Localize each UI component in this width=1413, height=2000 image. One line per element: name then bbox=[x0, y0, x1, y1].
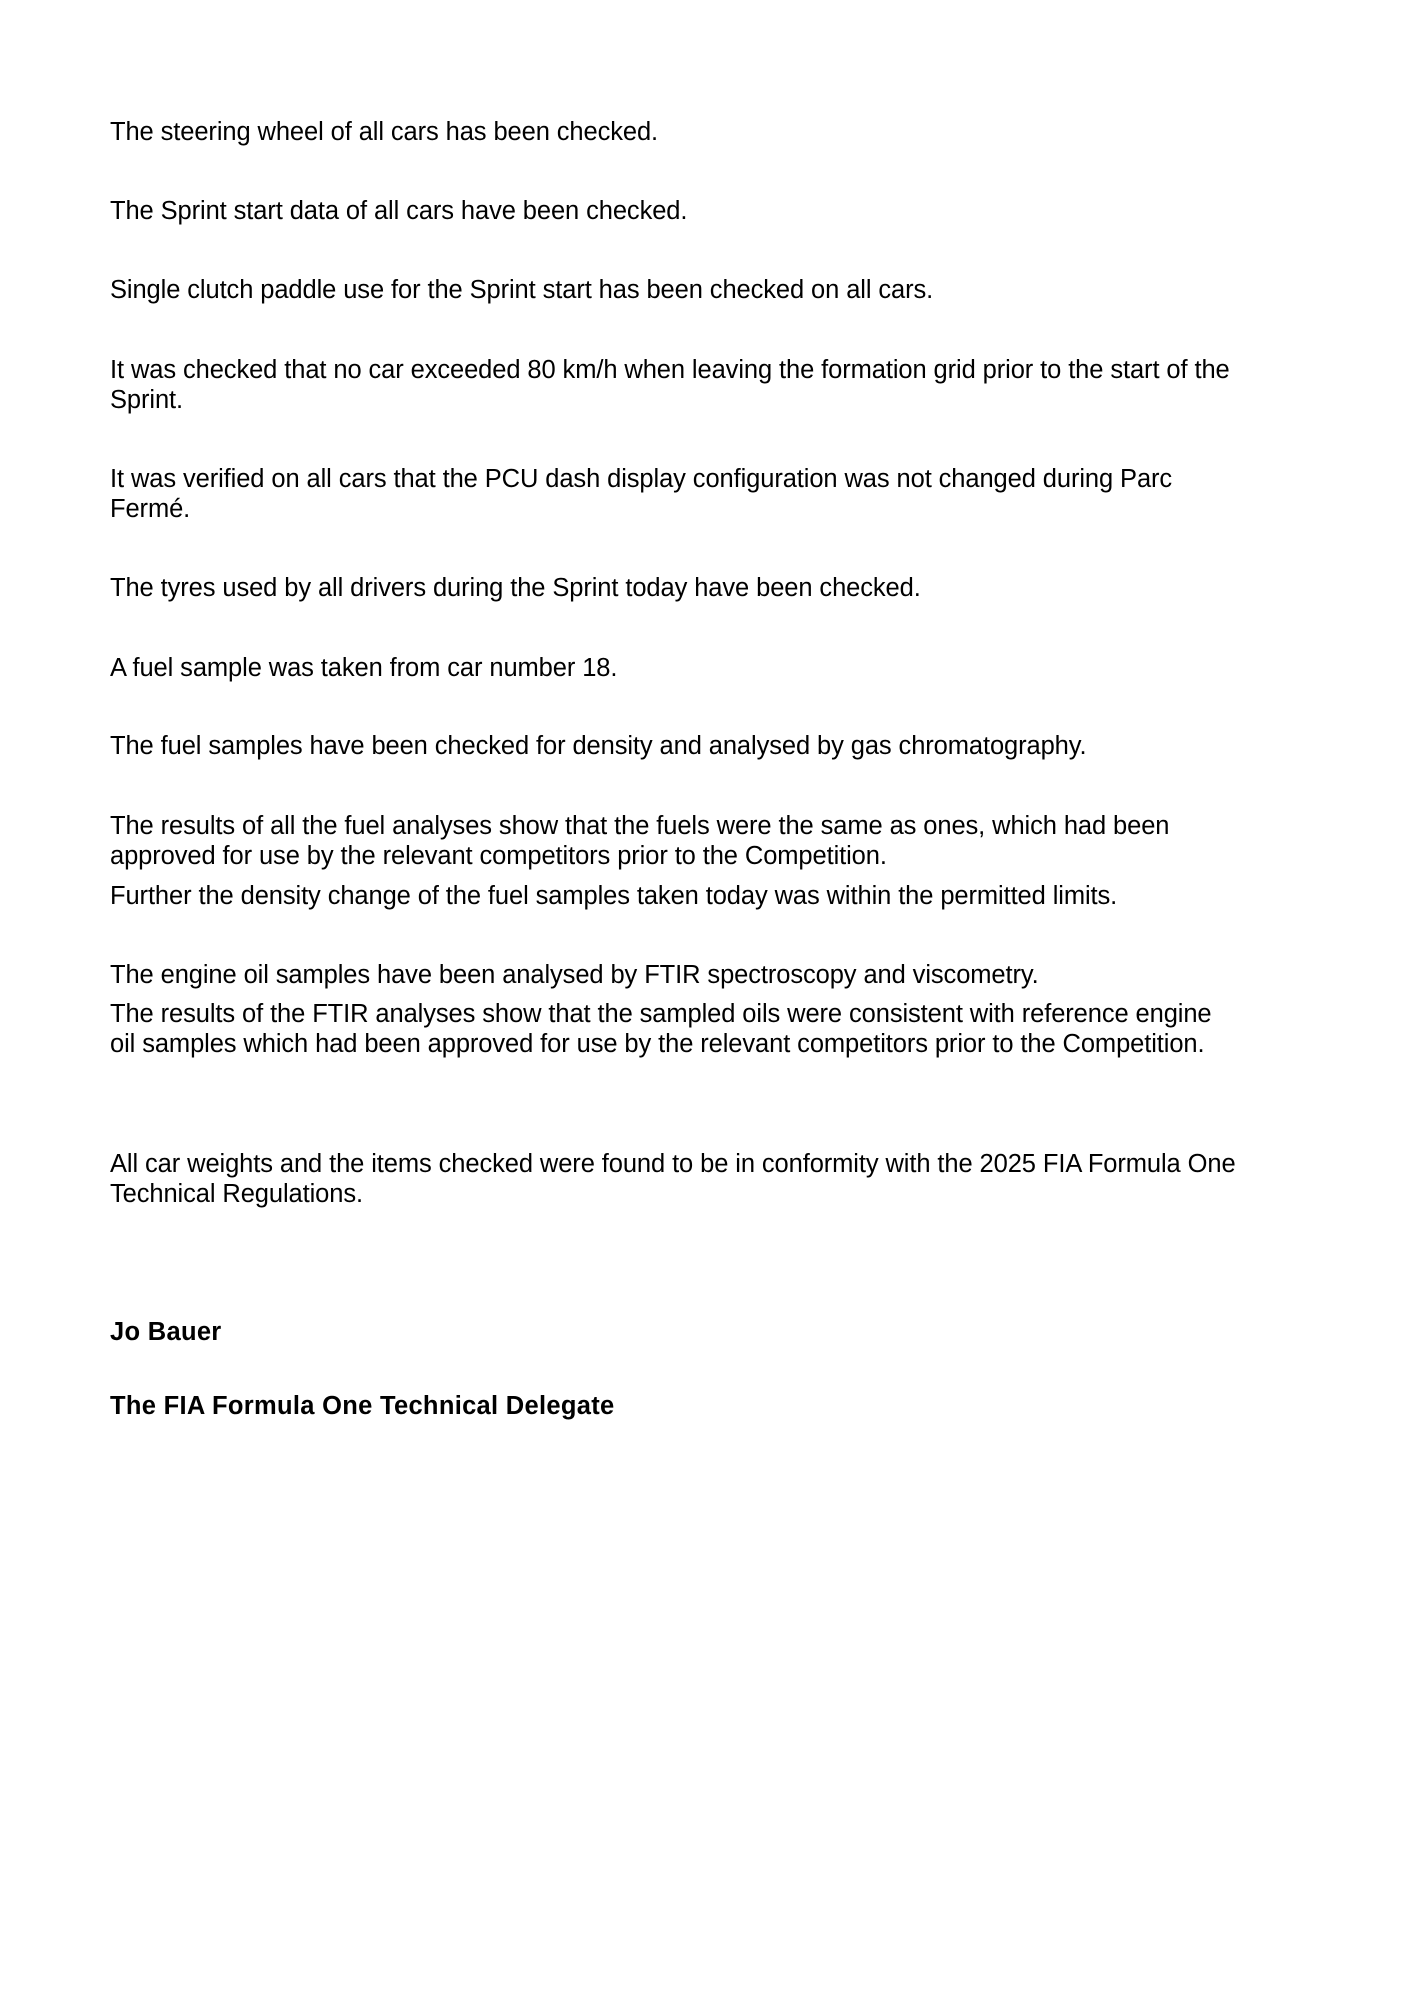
paragraph-steering-wheel: The steering wheel of all cars has been checked. bbox=[110, 118, 659, 146]
signatory-name: Jo Bauer bbox=[110, 1318, 222, 1346]
paragraph-fuel-results-line-3: Further the density change of the fuel samples taken today was within the permitted limits. bbox=[110, 882, 1118, 910]
paragraph-oil-line-1: The engine oil samples have been analysed by FTIR spectroscopy and viscometry. bbox=[110, 961, 1039, 989]
paragraph-conformity-line-1: All car weights and the items checked were found to be in conformity with the 2025 FIA Formula One bbox=[110, 1150, 1236, 1178]
paragraph-oil-line-2: The results of the FTIR analyses show that the sampled oils were consistent with reference engine bbox=[110, 1000, 1212, 1028]
paragraph-formation-speed-line-2: Sprint. bbox=[110, 386, 183, 414]
paragraph-pcu-dash-line-2: Fermé. bbox=[110, 495, 191, 523]
paragraph-fuel-sample: A fuel sample was taken from car number 18. bbox=[110, 654, 618, 682]
paragraph-oil-line-3: oil samples which had been approved for use by the relevant competitors prior to the Competition. bbox=[110, 1030, 1205, 1058]
paragraph-fuel-results-line-2: approved for use by the relevant competitors prior to the Competition. bbox=[110, 842, 887, 870]
paragraph-formation-speed-line-1: It was checked that no car exceeded 80 km/h when leaving the formation grid prior to the start of the bbox=[110, 356, 1230, 384]
signatory-title: The FIA Formula One Technical Delegate bbox=[110, 1392, 615, 1420]
paragraph-pcu-dash-line-1: It was verified on all cars that the PCU dash display configuration was not changed during Parc bbox=[110, 465, 1173, 493]
paragraph-sprint-start-data: The Sprint start data of all cars have been checked. bbox=[110, 197, 688, 225]
paragraph-tyres: The tyres used by all drivers during the Sprint today have been checked. bbox=[110, 574, 921, 602]
paragraph-clutch-paddle: Single clutch paddle use for the Sprint start has been checked on all cars. bbox=[110, 276, 934, 304]
paragraph-fuel-density: The fuel samples have been checked for density and analysed by gas chromatography. bbox=[110, 732, 1087, 760]
paragraph-conformity-line-2: Technical Regulations. bbox=[110, 1180, 363, 1208]
paragraph-fuel-results-line-1: The results of all the fuel analyses show that the fuels were the same as ones, which had been bbox=[110, 812, 1170, 840]
